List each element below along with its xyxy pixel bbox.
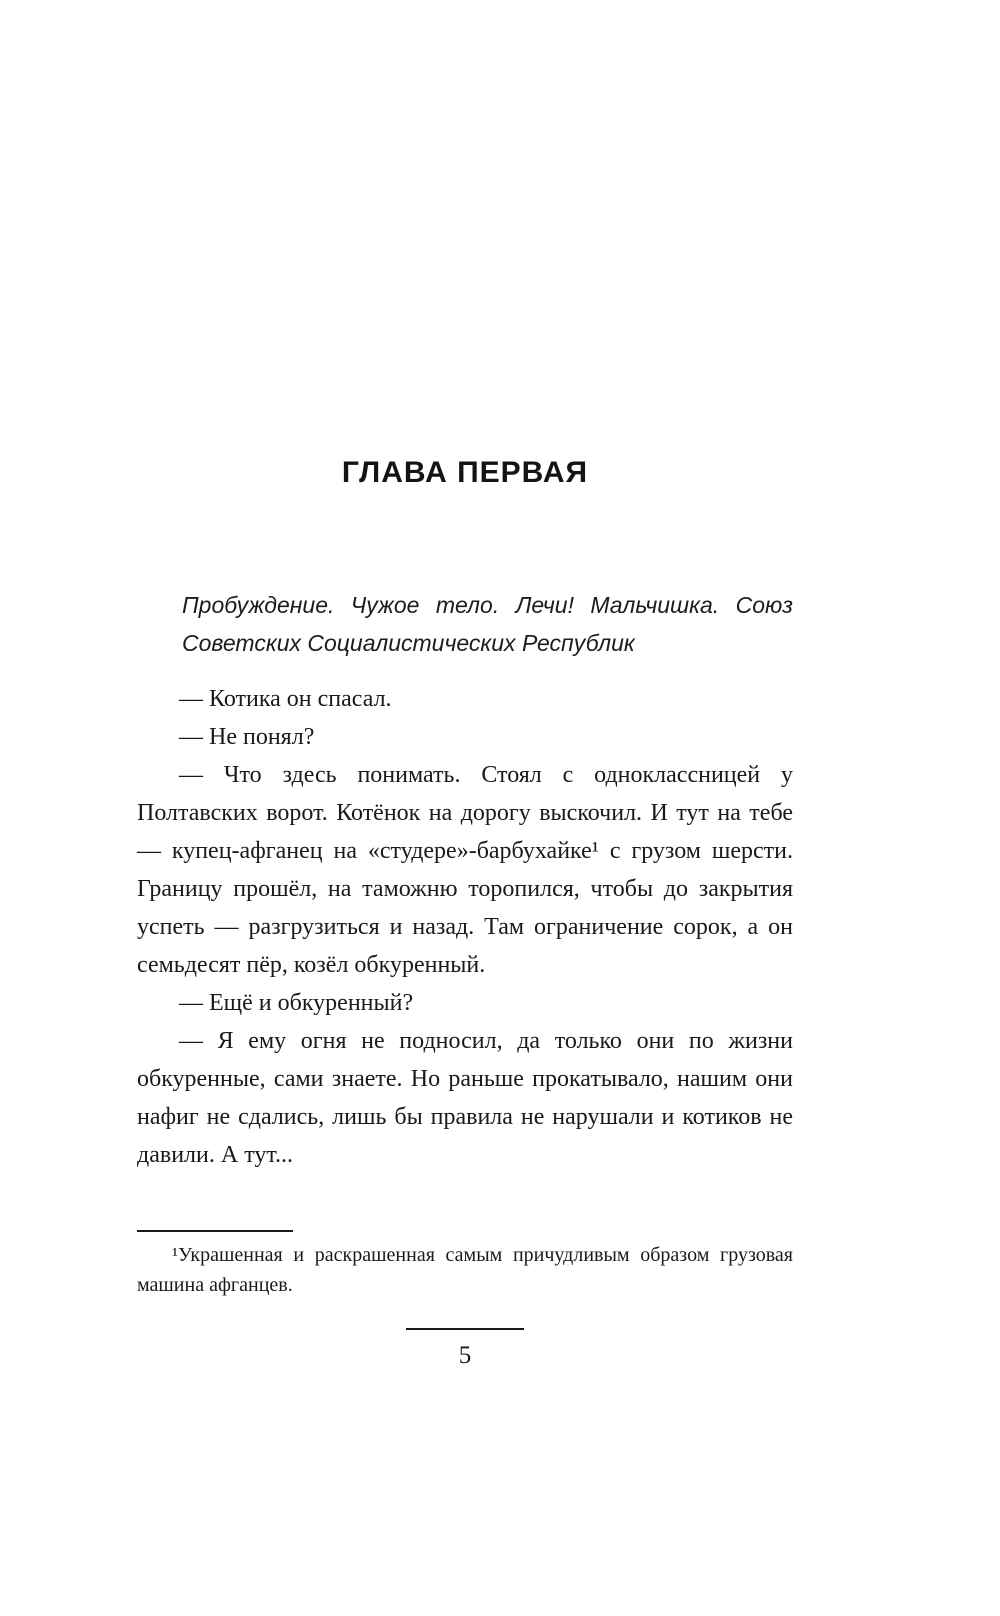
paragraph-dialogue-5: — Я ему огня не подносил, да только они по жизни обкуренные, сами знаете. Но раньше прокатывало, нашим они нафиг не сдались, лишь бы правила не нарушали и котиков не давили. А тут... <box>137 1028 793 1168</box>
chapter-title: ГЛАВА ПЕРВАЯ <box>341 456 589 489</box>
paragraph-dialogue-3: — Что здесь понимать. Стоял с одноклассницей у Полтавских ворот. Котёнок на дорогу выскочил. И тут на тебе — купец-афганец на «студере»-барбухайке¹ с грузом шерсти. Границу прошёл, на таможню торопился, чтобы до закрытия успеть — разгрузиться и назад. Там ограничение сорок, а он семьдесят пёр, козёл обкуренный. <box>137 762 793 978</box>
footnote-divider <box>137 1230 293 1232</box>
page-number-divider <box>406 1328 524 1330</box>
page-number: 5 <box>458 1342 472 1369</box>
chapter-epigraph: Пробуждение. Чужое тело. Лечи! Мальчишка. Союз Советских Социалистических Республик <box>182 592 793 656</box>
paragraph-dialogue-4: — Ещё и обкуренный? <box>179 990 414 1016</box>
paragraph-dialogue-2: — Не понял? <box>179 724 315 750</box>
paragraph-dialogue-1: — Котика он спасал. <box>179 686 392 712</box>
text-column <box>137 0 793 1370</box>
footnote-text: ¹Украшенная и раскрашенная самым причудливым образом грузовая машина афганцев. <box>137 1244 793 1296</box>
body-text <box>137 680 793 1174</box>
